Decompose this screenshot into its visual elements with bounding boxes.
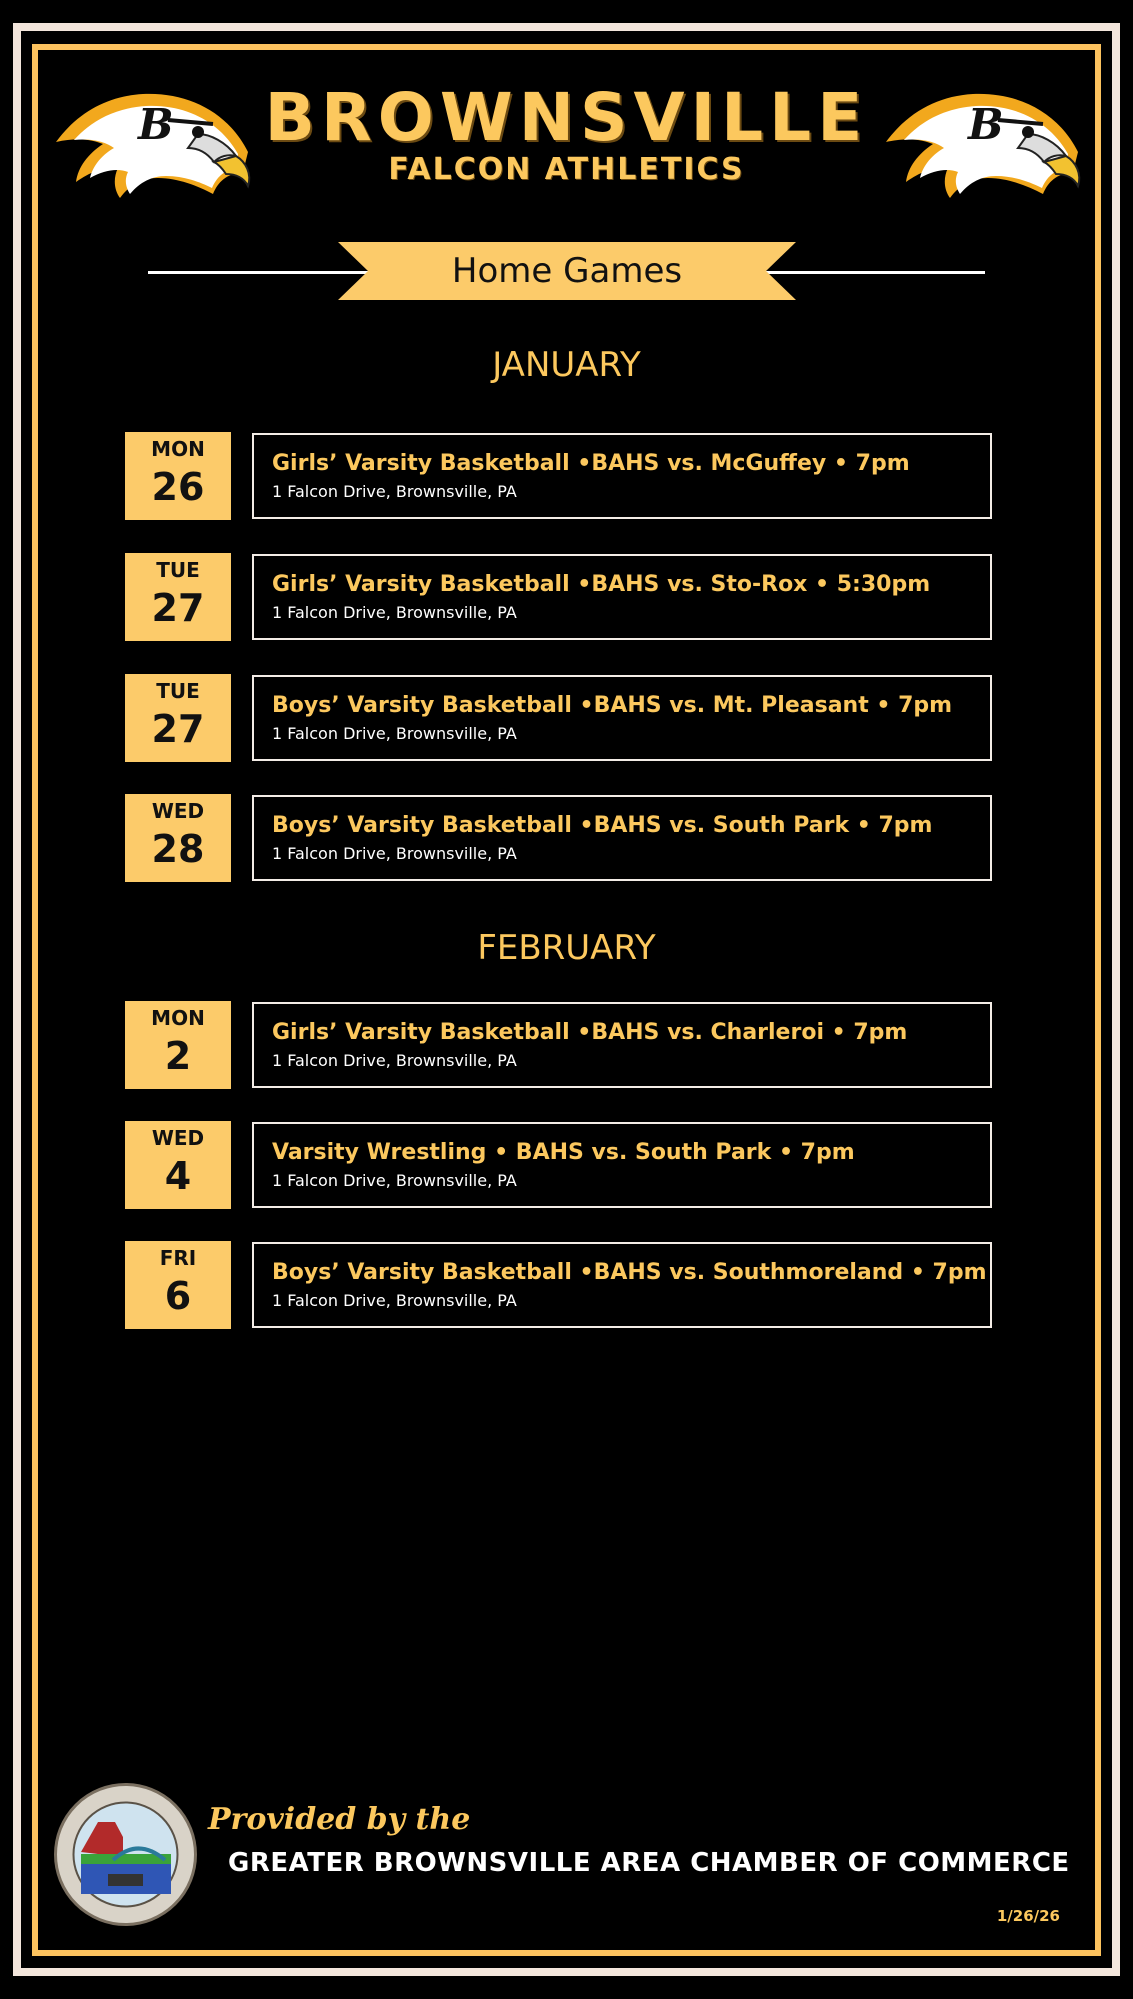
event-day: 28 — [151, 827, 205, 871]
event-title: Girls’ Varsity Basketball •BAHS vs. Charleroi • 7pm — [272, 1020, 908, 1045]
event-row — [125, 1121, 992, 1209]
mascot-letter-right: B — [968, 100, 1004, 149]
event-day: 2 — [164, 1034, 192, 1078]
event-row — [125, 794, 992, 882]
event-day: 4 — [164, 1154, 192, 1198]
event-info — [252, 1002, 992, 1088]
print-date: 1/26/26 — [996, 1907, 1060, 1925]
event-weekday: TUE — [156, 558, 200, 582]
provided-by-label: Provided by the — [208, 1802, 471, 1837]
event-info — [252, 1122, 992, 1208]
school-title: BROWNSVILLE — [264, 79, 869, 156]
event-info — [252, 433, 992, 519]
event-info — [252, 675, 992, 761]
event-address: 1 Falcon Drive, Brownsville, PA — [272, 844, 517, 863]
month-heading: JANUARY — [492, 345, 641, 385]
date-box — [125, 674, 231, 762]
event-info — [252, 795, 992, 881]
event-day: 6 — [164, 1274, 192, 1318]
event-title: Boys’ Varsity Basketball •BAHS vs. Mt. Pleasant • 7pm — [272, 693, 953, 718]
chamber-seal-icon — [53, 1782, 198, 1927]
event-weekday: WED — [151, 799, 205, 823]
event-row — [125, 1001, 992, 1089]
event-day: 27 — [151, 707, 205, 751]
date-box — [125, 1001, 231, 1089]
event-address: 1 Falcon Drive, Brownsville, PA — [272, 603, 517, 622]
event-title: Varsity Wrestling • BAHS vs. South Park • 7pm — [272, 1140, 855, 1165]
event-weekday: WED — [151, 1126, 205, 1150]
date-box — [125, 1121, 231, 1209]
event-row — [125, 1241, 992, 1329]
event-weekday: MON — [151, 1006, 205, 1030]
event-address: 1 Falcon Drive, Brownsville, PA — [272, 1051, 517, 1070]
event-weekday: TUE — [156, 679, 200, 703]
chamber-name: GREATER BROWNSVILLE AREA CHAMBER OF COMMERCE — [228, 1848, 1070, 1878]
event-row — [125, 674, 992, 762]
event-address: 1 Falcon Drive, Brownsville, PA — [272, 1171, 517, 1190]
event-title: Girls’ Varsity Basketball •BAHS vs. McGuffey • 7pm — [272, 451, 910, 476]
event-row — [125, 553, 992, 641]
event-info — [252, 554, 992, 640]
event-row — [125, 432, 992, 520]
event-title: Girls’ Varsity Basketball •BAHS vs. Sto-Rox • 5:30pm — [272, 572, 931, 597]
date-box — [125, 1241, 231, 1329]
event-address: 1 Falcon Drive, Brownsville, PA — [272, 1291, 517, 1310]
month-heading: FEBRUARY — [477, 928, 656, 968]
event-title: Boys’ Varsity Basketball •BAHS vs. South Park • 7pm — [272, 813, 933, 838]
event-day: 27 — [151, 586, 205, 630]
date-box — [125, 432, 231, 520]
banner-label: Home Games — [451, 251, 683, 291]
date-box — [125, 794, 231, 882]
athletics-subtitle: FALCON ATHLETICS — [388, 152, 745, 187]
mascot-letter-left: B — [138, 100, 174, 149]
event-address: 1 Falcon Drive, Brownsville, PA — [272, 482, 517, 501]
event-day: 26 — [151, 465, 205, 509]
event-weekday: MON — [151, 437, 205, 461]
event-title: Boys’ Varsity Basketball •BAHS vs. Southmoreland • 7pm — [272, 1260, 987, 1285]
event-info — [252, 1242, 992, 1328]
inner-frame — [32, 44, 1101, 1956]
event-address: 1 Falcon Drive, Brownsville, PA — [272, 724, 517, 743]
event-weekday: FRI — [159, 1246, 197, 1270]
date-box — [125, 553, 231, 641]
